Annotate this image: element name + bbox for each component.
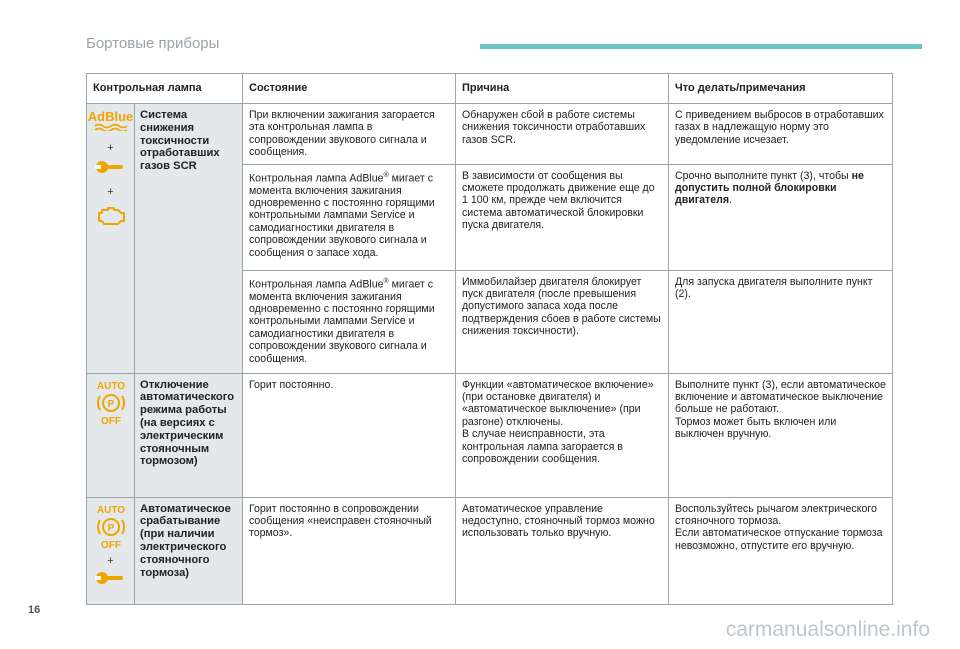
warning-lamps-table — [86, 73, 893, 605]
table-header-row — [87, 74, 893, 104]
parking-brake-auto-off-icon — [87, 504, 134, 550]
auto-off-name: Отключение автоматического режима работы (на версиях с электрическим стояночным тормозом) — [135, 373, 243, 497]
action-cell: Выполните пункт (3), если автоматическое включение и автоматическое выключение больше не работают. Тормоз может быть включен или выключен вручную. — [669, 373, 893, 497]
cause-cell: Иммобилайзер двигателя блокирует пуск двигателя (после превышения допустимого запаса хода после подтверждения сбоев в работе системы снижения токсичности). — [456, 270, 669, 373]
plus-sign: + — [107, 142, 114, 154]
plus-sign: + — [107, 554, 114, 567]
wrench-service-icon — [87, 159, 134, 175]
state-cell: Контрольная лампа AdBlue® мигает с момента включения зажигания одновременно с постоянно горящими контрольными лампами Service и самодиагностики двигателя в сопровождении звукового сигнала и сообщения. — [243, 270, 456, 373]
svg-text:P: P — [107, 522, 114, 534]
section-title: Бортовые приборы — [86, 35, 220, 52]
table-row — [87, 104, 893, 165]
cause-cell: Обнаружен сбой в работе системы снижения токсичности отработавших газов SCR. — [456, 104, 669, 165]
cause-cell: В зависимости от сообщения вы сможете продолжать движение еще до 1 100 км, прежде чем включится система автоматической блокировки пуска двигателя. — [456, 164, 669, 270]
auto-brake-icon-cell — [87, 497, 135, 604]
action-cell: Воспользуйтесь рычагом электрического стояночного тормоза. Если автоматическое отпускание тормоза невозможно, отпустите его вручную. — [669, 497, 893, 604]
state-cell: При включении зажигания загорается эта контрольная лампа в сопровождении звукового сигнала и сообщения. — [243, 104, 456, 165]
svg-text:P: P — [107, 398, 114, 410]
header-state: Состояние — [243, 74, 456, 104]
svg-text:OFF: OFF — [100, 539, 121, 550]
auto-brake-name: Автоматическое срабатывание (при наличии электрического стояночного тормоза) — [135, 497, 243, 604]
state-cell: Горит постоянно в сопровождении сообщения «неисправен стояночный тормоз». — [243, 497, 456, 604]
svg-text:OFF: OFF — [100, 415, 121, 426]
header-lamp: Контрольная лампа — [87, 74, 243, 104]
action-cell: Для запуска двигателя выполните пункт (2). — [669, 270, 893, 373]
parking-brake-auto-off-icon — [87, 380, 134, 426]
table-row — [87, 497, 893, 604]
svg-text:AUTO: AUTO — [96, 380, 125, 392]
action-cell: С приведением выбросов в отработавших газах в надлежащую норму это уведомление исчезает. — [669, 104, 893, 165]
scr-system-name: Система снижения токсичности отработавших газов SCR — [135, 104, 243, 374]
cause-cell: Функции «автоматическое включение» (при остановке двигателя) и «автоматическое выключение» (при разгоне) отключены. В случае неисправности, эта контрольная лампа загорается в сопровождении сообщения. — [456, 373, 669, 497]
scr-icons-cell — [87, 104, 135, 374]
table-row — [87, 373, 893, 497]
watermark: carmanualsonline.info — [725, 618, 930, 641]
header-accent-bar — [480, 44, 922, 49]
adblue-icon: AdBlue — [87, 110, 134, 131]
action-cell: Срочно выполните пункт (3), чтобы не допустить полной блокировки двигателя. — [669, 164, 893, 270]
plus-sign: + — [107, 186, 114, 198]
header-cause: Причина — [456, 74, 669, 104]
auto-off-icon-cell — [87, 373, 135, 497]
wrench-service-icon — [87, 570, 134, 586]
engine-check-icon — [87, 205, 134, 227]
header-action: Что делать/примечания — [669, 74, 893, 104]
state-cell: Горит постоянно. — [243, 373, 456, 497]
svg-text:AUTO: AUTO — [96, 504, 125, 516]
page-number: 16 — [28, 604, 41, 616]
cause-cell: Автоматическое управление недоступно, стояночный тормоз можно использовать только вручную. — [456, 497, 669, 604]
state-cell: Контрольная лампа AdBlue® мигает с момента включения зажигания одновременно с постоянно горящими контрольными лампами Service и самодиагностики двигателя в сопровождении звукового сигнала и сообщения о запасе хода. — [243, 164, 456, 270]
